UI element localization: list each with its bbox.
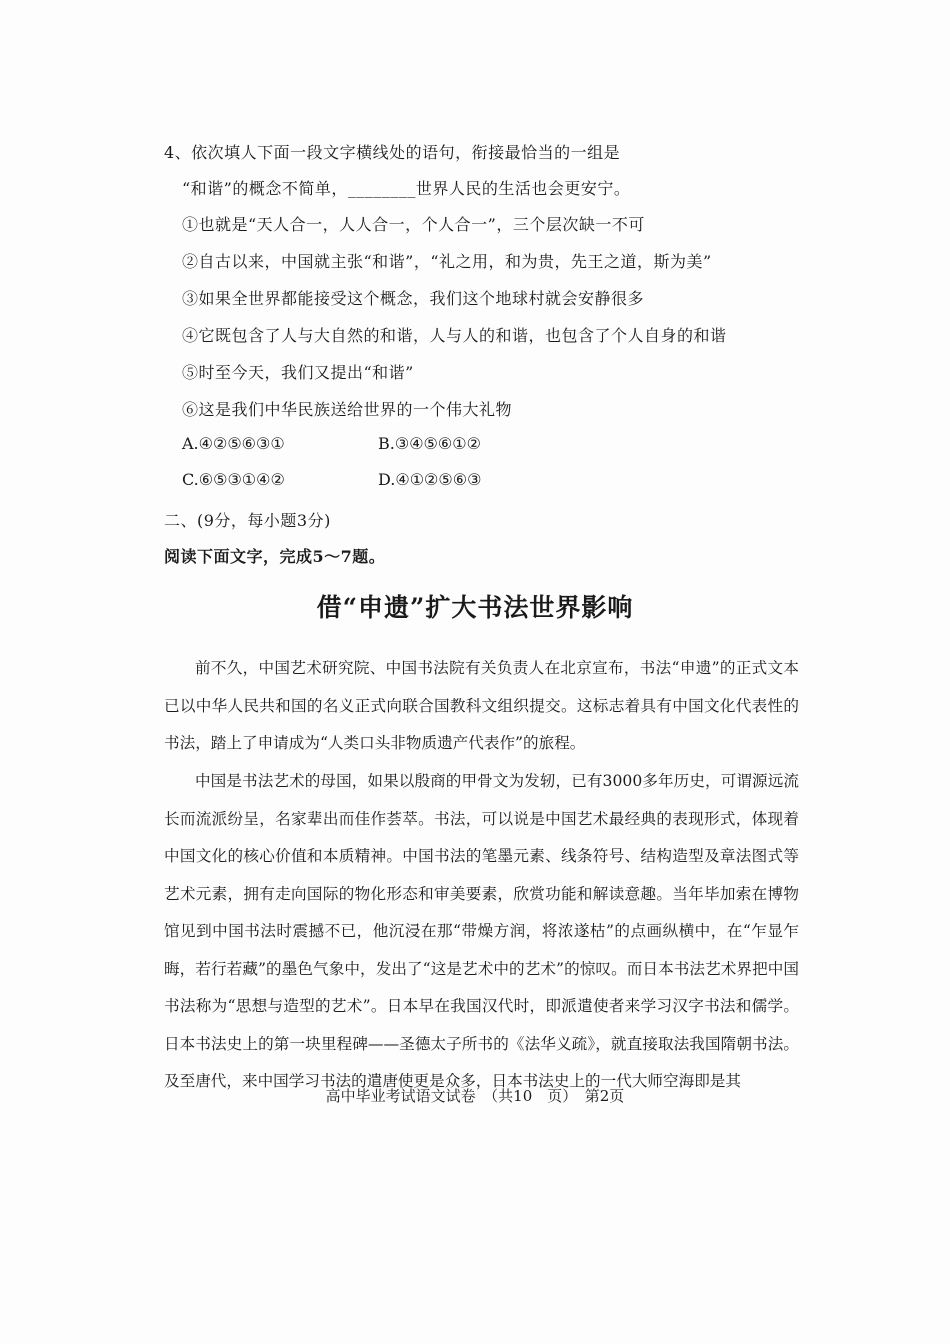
choice-b: B.③④⑤⑥①② (378, 434, 481, 453)
article-title: 借“申遗”扩大书法世界影响 (316, 593, 634, 622)
choice-c: C.⑥⑤③①④② (182, 470, 285, 489)
section-heading: 二、(9分，每小题3分) (164, 511, 331, 530)
choice-a: A.④②⑤⑥③① (182, 434, 285, 453)
question-item-1: ①也就是“天人合一，人人合一，个人合一”，三个层次缺一不可 (182, 215, 645, 234)
question-item-2: ②自古以来，中国就主张“和谐”，“礼之用，和为贵，先王之道，斯为美” (182, 252, 712, 271)
question-4-title: 4、依次填人下面一段文字横线处的语句，衔接最恰当的一组是 (164, 143, 621, 162)
question-4-stem: “和谐”的概念不简单，________世界人民的生活也会更安宁。 (182, 179, 631, 198)
question-item-3: ③如果全世界都能接受这个概念，我们这个地球村就会安静很多 (182, 289, 645, 308)
page-footer: 高中毕业考试语文试卷 （共10 页） 第2页 (325, 1087, 625, 1105)
choice-d: D.④①②⑤⑥③ (378, 470, 482, 489)
reading-instruction: 阅读下面文字，完成5～7题。 (164, 547, 386, 566)
question-item-5: ⑤时至今天，我们又提出“和谐” (182, 363, 414, 382)
article-paragraph-2: 中国是书法艺术的母国，如果以殷商的甲骨文为发轫，已有3000多年历史，可谓源远流长而流派纷呈，名家辈出而佳作荟萃。书法，可以说是中国艺术最经典的表现形式，体现着中国文化的核心价值和本质精神。中国书法的笔墨元素、线条符号、结构造型及章法图式等艺术元素，拥有走向国际的物化形态和审美要素，欣赏功能和解读意趣。当年毕加索在博物馆见到中国书法时震撼不已，他沉浸在那“带燥方润，将浓遂枯”的点画纵横中，在“乍显乍晦，若行若藏”的墨色气象中，发出了“这是艺术中的艺术”的惊叹。而日本书法艺术界把中国书法称为“思想与造型的艺术”。日本早在我国汉代时，即派遣使者来学习汉字书法和儒学。日本书法史上的第一块里程碑——圣德太子所书的《法华义疏》，就直接取法我国隋朝书法。及至唐代，来中国学习书法的遣唐使更是众多，日本书法史上的一代大师空海即是其 (164, 772, 799, 1090)
article-paragraph-1: 前不久，中国艺术研究院、中国书法院有关负责人在北京宣布，书法“申遗”的正式文本已以中华人民共和国的名义正式向联合国教科文组织提交。这标志着具有中国文化代表性的书法，踏上了申请成为“人类口头非物质遗产代表作”的旅程。 (164, 659, 799, 752)
question-item-6: ⑥这是我们中华民族送给世界的一个伟大礼物 (182, 400, 513, 419)
question-item-4: ④它既包含了人与大自然的和谐，人与人的和谐，也包含了个人自身的和谐 (182, 326, 727, 345)
